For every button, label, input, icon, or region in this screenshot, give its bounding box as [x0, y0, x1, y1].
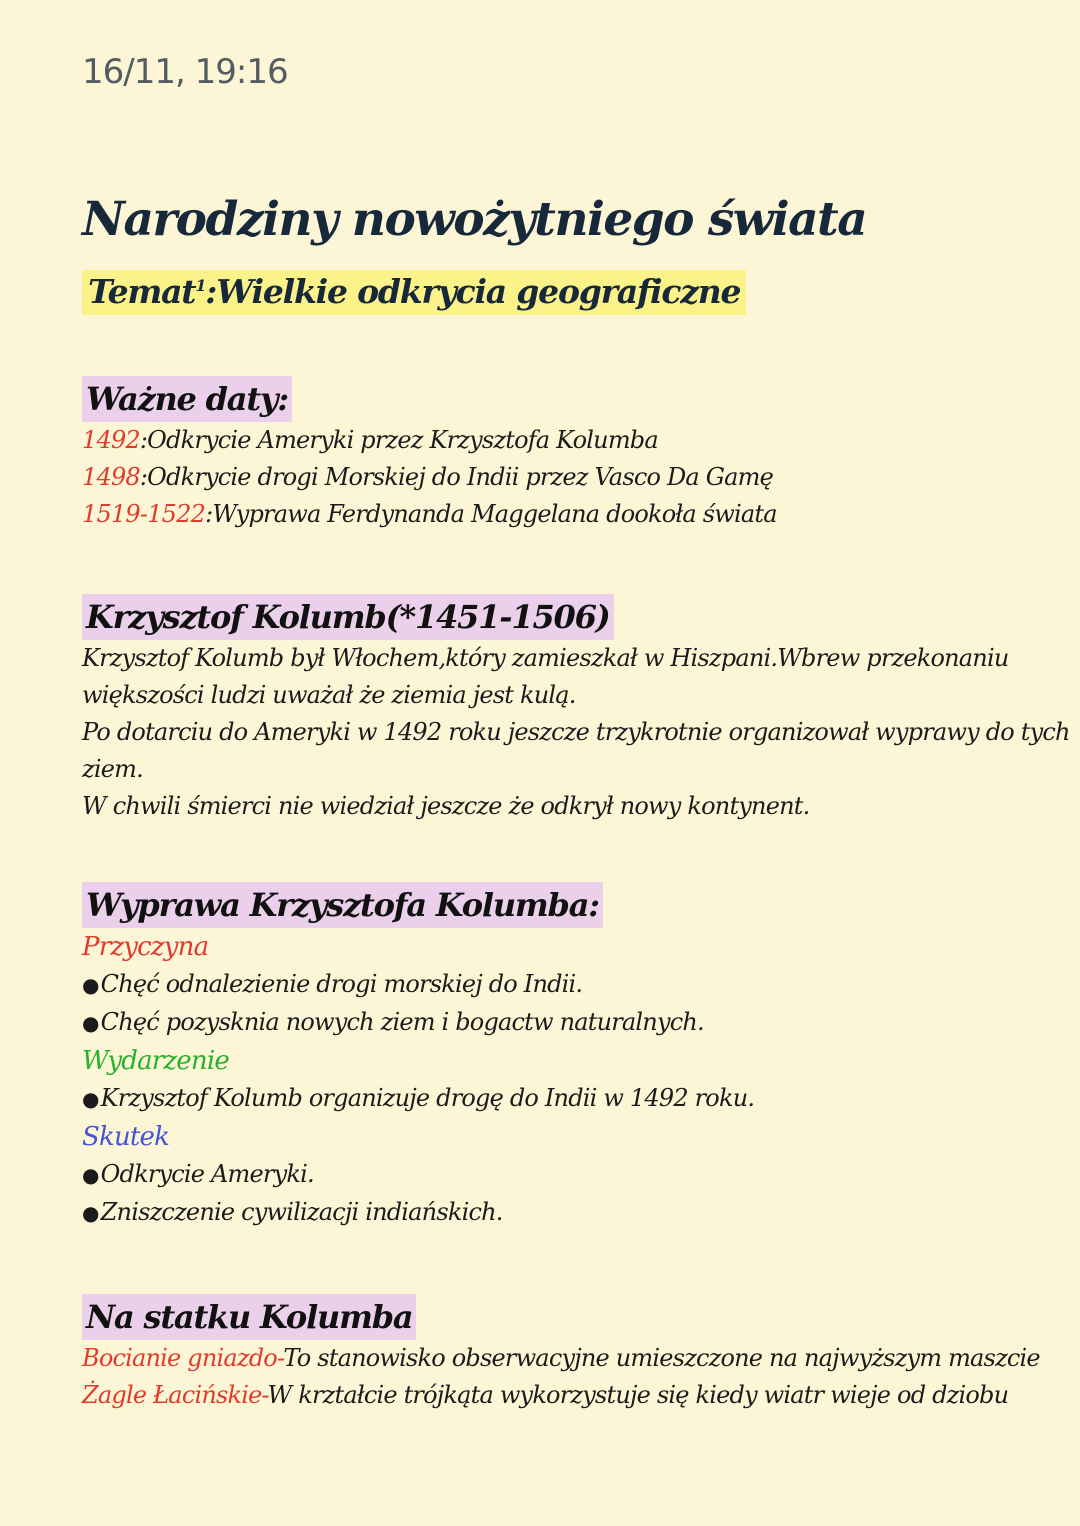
page-title: Narodziny nowożytniego świata: [82, 192, 867, 247]
date-item: [82, 459, 1042, 496]
date-year: 1519-1522: [82, 500, 206, 528]
date-year: 1498: [82, 463, 140, 491]
statek-heading: Na statku Kolumba: [82, 1294, 416, 1340]
wydarzenie-label: Wydarzenie: [82, 1046, 229, 1076]
date-text: :Wyprawa Ferdynanda Maggelana dookoła świata: [205, 500, 777, 528]
statek-item: [82, 1377, 1042, 1414]
date-year: 1492: [82, 426, 140, 454]
kolumb-section: [82, 594, 1070, 825]
date-item: [82, 422, 1042, 459]
statek-section: [82, 1294, 1042, 1414]
przyczyna-label: Przyczyna: [82, 932, 209, 962]
date-text: :Odkrycie drogi Morskiej do Indii przez Vasco Da Gamę: [139, 463, 773, 491]
statek-item: [82, 1340, 1042, 1377]
skutek-item: ● Zniszczenie cywilizacji indiańskich.: [82, 1194, 1042, 1232]
kolumb-line: większości ludzi uważał że ziemia jest kulą.: [82, 681, 576, 709]
kolumb-line: Krzysztof Kolumb był Włochem,który zamieszkał w Hiszpani.Wbrew przekonaniu: [82, 644, 1009, 672]
statek-text: To stanowisko obserwacyjne umieszczone na najwyższym maszcie: [283, 1344, 1040, 1372]
topic-prefix: Temat: [88, 272, 196, 311]
kolumb-line: W chwili śmierci nie wiedział jeszcze że odkrył nowy kontynent.: [82, 792, 810, 820]
dates-heading: Ważne daty:: [82, 376, 292, 422]
date-text: :Odkrycie Ameryki przez Krzysztofa Kolumba: [139, 426, 658, 454]
topic-number: 1: [195, 276, 206, 295]
wyprawa-section: [82, 882, 1042, 1232]
date-item: [82, 496, 1042, 533]
wydarzenie-item: ● Krzysztof Kolumb organizuje drogę do Indii w 1492 roku.: [82, 1080, 1042, 1118]
wyprawa-heading: Wyprawa Krzysztofa Kolumba:: [82, 882, 603, 928]
statek-text: W krztałcie trójkąta wykorzystuje się kiedy wiatr wieje od dziobu: [267, 1381, 1009, 1409]
topic-text: :Wielkie odkrycia geograficzne: [205, 272, 741, 311]
przyczyna-item: ● Chęć odnalezienie drogi morskiej do Indii.: [82, 966, 1042, 1004]
przyczyna-item: ● Chęć pozysknia nowych ziem i bogactw naturalnych.: [82, 1004, 1042, 1042]
kolumb-line: Po dotarciu do Ameryki w 1492 roku jeszcze trzykrotnie organizował wyprawy do tych: [82, 718, 1070, 746]
skutek-label: Skutek: [82, 1122, 170, 1152]
skutek-item: ● Odkrycie Ameryki.: [82, 1156, 1042, 1194]
kolumb-heading: Krzysztof Kolumb(*1451-1506): [82, 594, 614, 640]
statek-term: Żagle Łacińskie-: [82, 1381, 268, 1409]
dates-section: [82, 376, 1042, 533]
statek-term: Bocianie gniazdo-: [82, 1344, 284, 1372]
kolumb-line: ziem.: [82, 755, 143, 783]
timestamp: 16/11, 19:16: [82, 52, 288, 92]
topic-subtitle: [82, 270, 746, 315]
